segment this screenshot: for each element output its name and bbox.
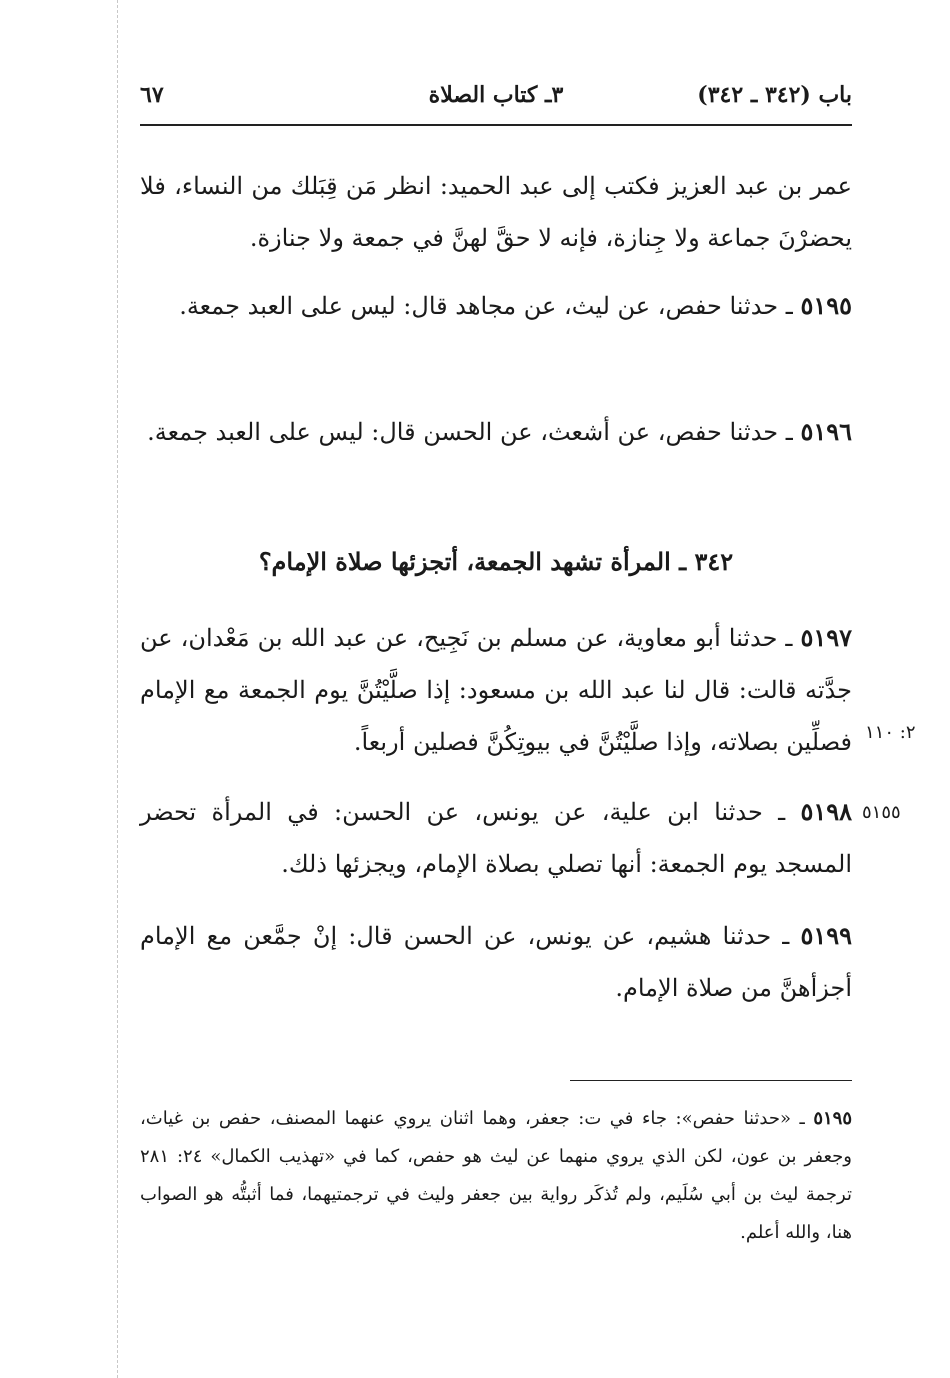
footnote xyxy=(140,1100,852,1252)
hadith-number: ٥١٩٦ xyxy=(800,417,852,446)
hadith-5197 xyxy=(140,612,852,768)
hadith-5195 xyxy=(140,280,852,332)
hadith-5199 xyxy=(140,910,852,1014)
page-number: ٦٧ xyxy=(140,82,164,108)
hadith-text: ـ حدثنا حفص، عن أشعث، عن الحسن قال: ليس على العبد جمعة. xyxy=(147,418,801,446)
footnote-text: ـ «حدثنا حفص»: جاء في ت: جعفر، وهما اثنان يروي عنهما المصنف، حفص بن غياث، وجعفر بن عون، لكن الذي يروي منهما عن ليث هو حفص، كما في «تهذيب الكمال» ٢٤: ٢٨١ ترجمة ليث بن أبي سُلَيم، ولم تُذكَر رواية بين جعفر وليث في ترجمتيهما، فما أثبتُّه هو الصواب هنا، والله أعلم. xyxy=(140,1108,852,1243)
paragraph-text: عمر بن عبد العزيز فكتب إلى عبد الحميد: انظر مَن قِبَلك من النساء، فلا يحضرْنَ جماعة ولا جِنازة، فإنه لا حقَّ لهنَّ في جمعة ولا جنازة. xyxy=(140,172,852,252)
hadith-number: ٥١٩٥ xyxy=(800,291,852,320)
hadith-number: ٥١٩٧ xyxy=(800,623,852,652)
header-chapter-range: باب (٣٤٢ ـ ٣٤٢) xyxy=(697,82,852,108)
running-header xyxy=(140,82,852,122)
chapter-heading: ٣٤٢ ـ المرأة تشهد الجمعة، أتجزئها صلاة الإمام؟ xyxy=(258,547,734,576)
header-book-title: ٣ـ كتاب الصلاة xyxy=(428,82,564,108)
margin-cross-reference: ٥١٥٥ xyxy=(862,802,901,823)
margin-reference: ٢: ١١٠ xyxy=(865,722,916,743)
hadith-5196 xyxy=(140,406,852,458)
binding-guide-line xyxy=(117,0,118,1378)
footnote-rule xyxy=(570,1080,852,1081)
hadith-5198 xyxy=(140,786,852,890)
hadith-number: ٥١٩٩ xyxy=(800,921,852,950)
header-rule xyxy=(140,124,852,126)
footnote-number: ٥١٩٥ xyxy=(813,1108,852,1129)
hadith-number: ٥١٩٨ xyxy=(800,797,852,826)
continuation-paragraph xyxy=(140,160,852,264)
hadith-text: ـ حدثنا أبو معاوية، عن مسلم بن نَجِيح، عن عبد الله بن مَعْدان، عن جدَّته قالت: قال لنا عبد الله بن مسعود: إذا صلَّيْتُنَّ يوم الجمعة مع الإمام فصلِّين بصلاته، وإذا صلَّيْتُنَّ في بيوتِكُنَّ فصلين أربعاً. xyxy=(140,624,852,756)
hadith-text: ـ حدثنا ابن علية، عن يونس، عن الحسن: في المرأة تحضر المسجد يوم الجمعة: أنها تصلي بصلاة الإمام، ويجزئها ذلك. xyxy=(140,798,852,878)
book-page xyxy=(140,0,852,1378)
hadith-text: ـ حدثنا هشيم، عن يونس، عن الحسن قال: إنْ جمَّعن مع الإمام أجزأهنَّ من صلاة الإمام. xyxy=(140,922,852,1002)
hadith-text: ـ حدثنا حفص، عن ليث، عن مجاهد قال: ليس على العبد جمعة. xyxy=(179,292,801,320)
